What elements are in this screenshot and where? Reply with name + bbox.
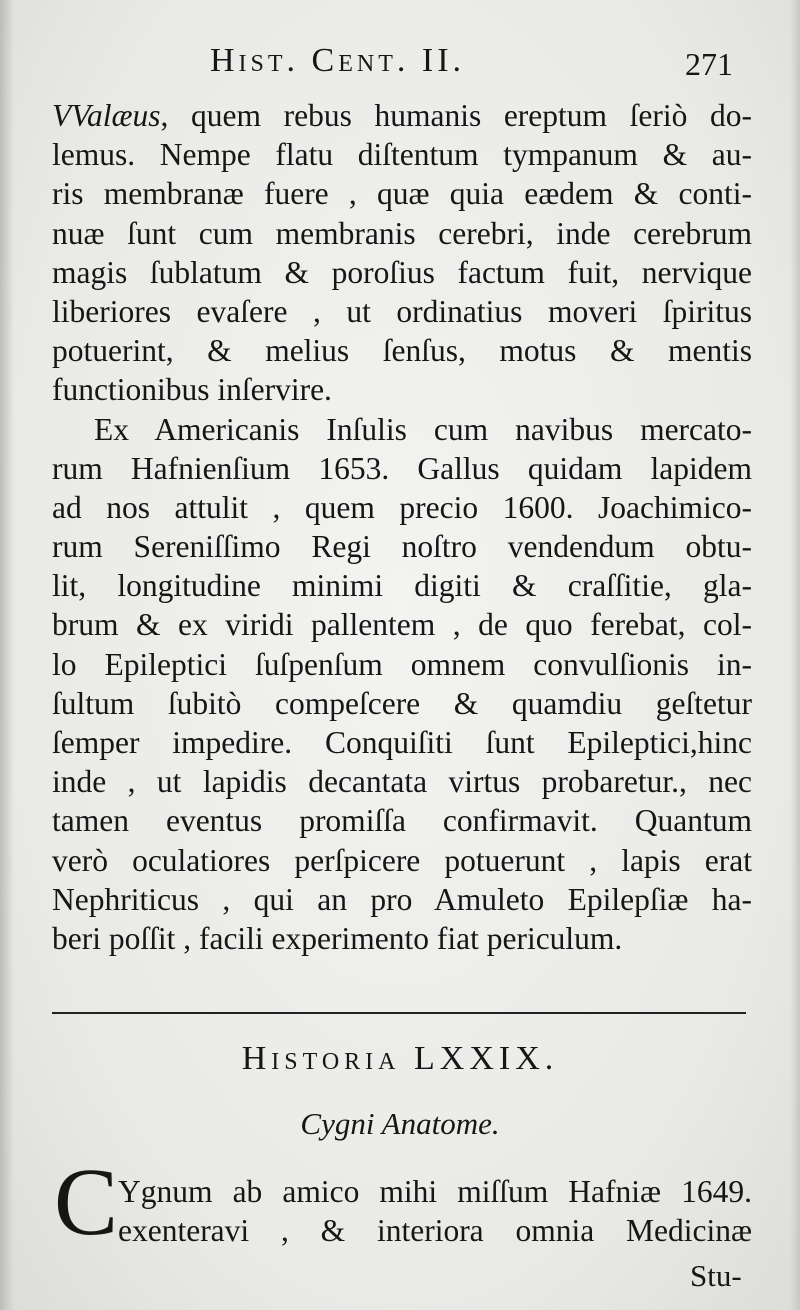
text-line: tamen eventus promiſſa confirmavit. Quantum <box>52 803 752 839</box>
text-line: ſemper impedire. Conquiſiti ſunt Epileptici,hinc <box>52 725 752 760</box>
text-line: rum Hafnienſium 1653. Gallus quidam lapidem <box>52 450 752 486</box>
text-line: exenteravi , & interiora omnia Medicinæ <box>118 1213 752 1249</box>
text-line: verò oculatiores perſpicere potuerunt , lapis erat <box>52 842 752 878</box>
text-line: beri poſſit , facili experimento fiat periculum. <box>52 920 623 956</box>
text-line: ſultum ſubitò compeſcere & quamdiu geſtetur <box>52 685 752 721</box>
text-line: ris membranæ fuere , quæ quia eædem & conti- <box>52 176 752 212</box>
text-line: Ex Americanis Inſulis cum navibus mercato- <box>94 411 752 447</box>
section-subtitle: Cygni Anatome. <box>300 1106 500 1141</box>
paragraph-continuation <box>52 96 752 410</box>
paragraph-swan-anatomy <box>118 1172 752 1250</box>
text-line: rum Sereniſſimo Regi noſtro vendendum obtu- <box>52 529 752 565</box>
paragraph-epileptic-stone <box>52 410 752 959</box>
text-line: brum & ex viridi pallentem , de quo ferebat, col- <box>52 607 752 643</box>
text-line: inde , ut lapidis decantata virtus probaretur., nec <box>52 764 752 800</box>
text-line: Ygnum ab amico mihi miſſum Hafniæ 1649. <box>118 1174 752 1209</box>
text-line <box>52 96 752 135</box>
text-line: liberiores evaſere , ut ordinatius moveri ſpiritus <box>52 293 752 329</box>
text-line: ad nos attulit , quem precio 1600. Joachimico- <box>52 489 752 525</box>
text-line: potuerint, & melius ſenſus, motus & mentis <box>52 333 752 369</box>
text-line: lemus. Nempe flatu diſtentum tympanum & au- <box>52 137 752 173</box>
running-head: Hist. Cent. II. <box>210 42 466 79</box>
section-divider-rule <box>52 1012 746 1014</box>
text-line: functionibus inſervire. <box>52 372 332 408</box>
page-number: 271 <box>685 46 733 82</box>
section-heading: Historia LXXIX. <box>241 1040 559 1077</box>
text-line: magis ſublatum & poroſius factum fuit, nervique <box>52 254 752 290</box>
text-line: Nephriticus , qui an pro Amuleto Epilepſiæ ha- <box>52 881 752 917</box>
text-line: nuæ ſunt cum membranis cerebri, inde cerebrum <box>52 215 752 251</box>
line-text: , quem rebus humanis ereptum ſeriò do- <box>160 98 752 133</box>
body-text <box>52 96 752 958</box>
catchword: Stu- <box>690 1258 742 1293</box>
italic-name: VValæus <box>52 98 161 133</box>
text-line: lit, longitudine minimi digiti & craſſitie, gla- <box>52 568 752 604</box>
text-line: lo Epileptici ſuſpenſum omnem convulſionis in- <box>52 646 752 682</box>
drop-cap: C <box>54 1148 119 1255</box>
